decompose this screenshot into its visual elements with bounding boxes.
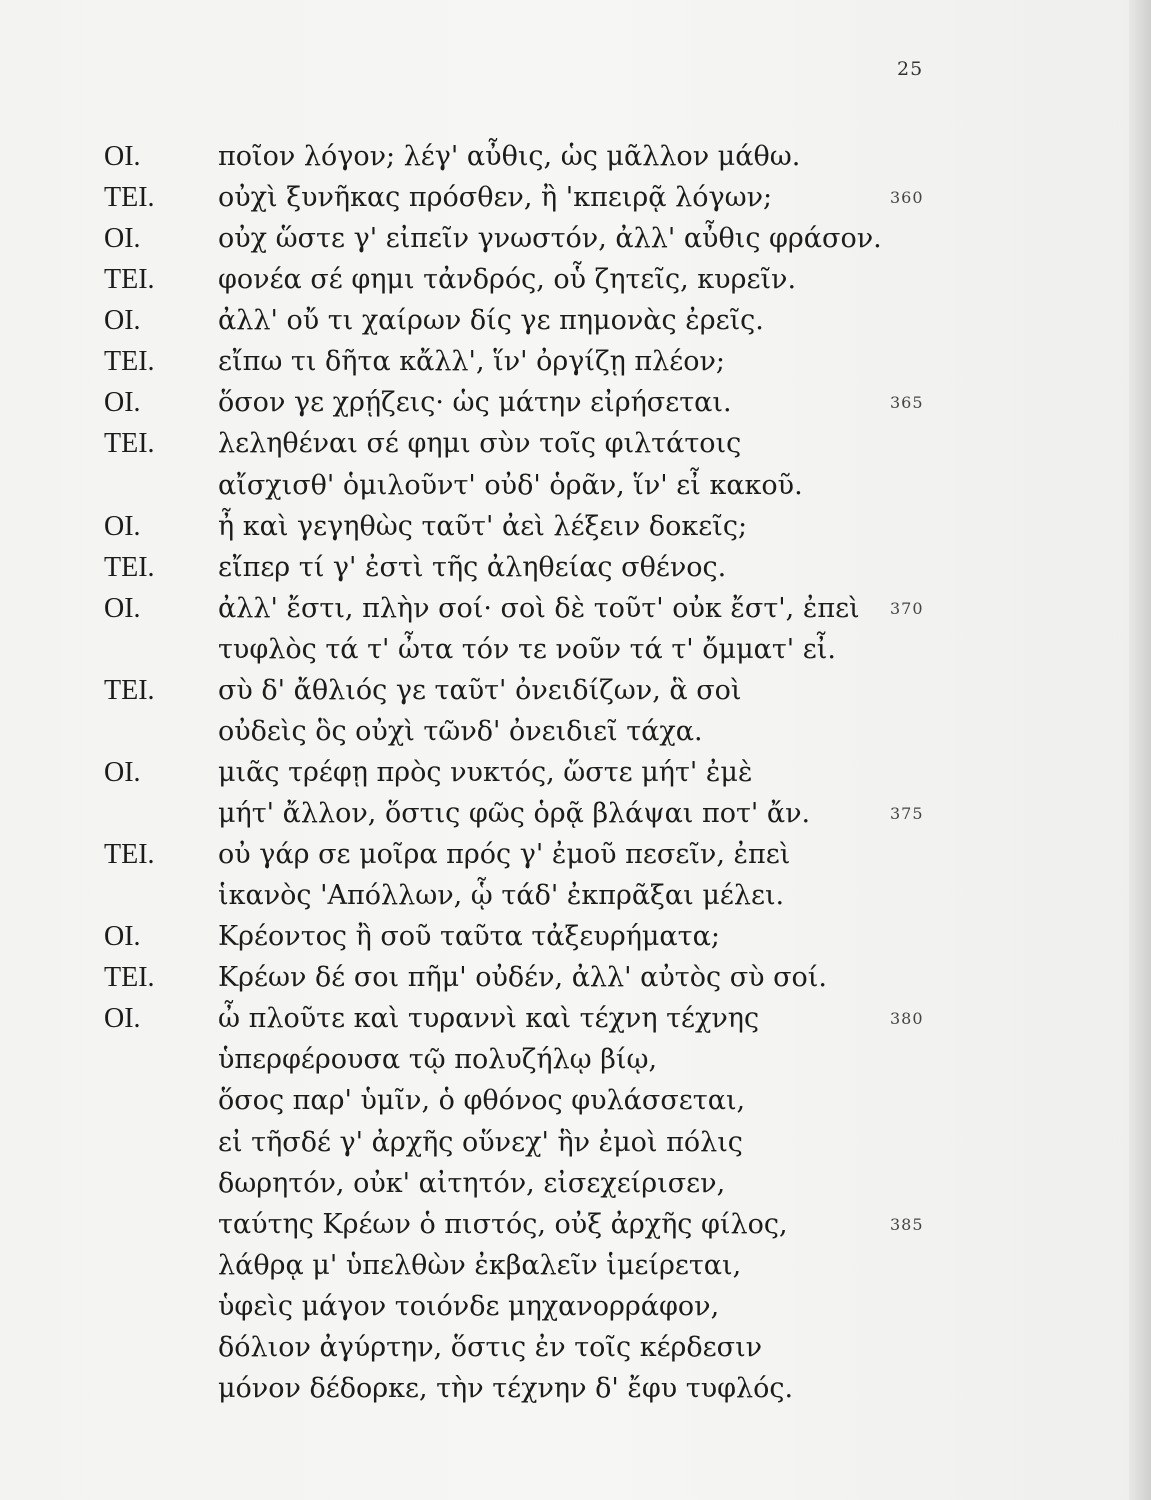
verse-text: μιᾶς τρέφῃ πρὸς νυκτός, ὥστε μήτ' ἐμὲ bbox=[218, 756, 753, 788]
line-number: 380 bbox=[890, 1009, 924, 1029]
speaker-label: TEI. bbox=[104, 674, 155, 706]
verse-text: οὐδεὶς ὃς οὐχὶ τῶνδ' ὀνειδιεῖ τάχα. bbox=[218, 715, 703, 747]
verse-text: ὅσος παρ' ὑμῖν, ὁ φθόνος φυλάσσεται, bbox=[218, 1085, 746, 1117]
verse-line bbox=[0, 177, 1151, 218]
verse-line bbox=[0, 1122, 1151, 1163]
verse-text: λάθρᾳ μ' ὑπελθὼν ἐκβαλεῖν ἱμείρεται, bbox=[218, 1249, 742, 1281]
speaker-label: OI. bbox=[104, 223, 141, 255]
verse-line bbox=[0, 1286, 1151, 1327]
verse-line bbox=[0, 1039, 1151, 1080]
verse-line bbox=[0, 300, 1151, 341]
speaker-label: TEI. bbox=[104, 346, 155, 378]
verse-line bbox=[0, 916, 1151, 957]
verse-line bbox=[0, 588, 1151, 629]
verse-text: εἴπερ τί γ' ἐστὶ τῆς ἀληθείας σθένος. bbox=[218, 551, 727, 583]
verse-text: ὦ πλοῦτε καὶ τυραννὶ καὶ τέχνη τέχνης bbox=[218, 1003, 760, 1035]
speaker-label: OI. bbox=[104, 1003, 141, 1035]
line-number: 370 bbox=[890, 598, 924, 618]
verse-line bbox=[0, 506, 1151, 547]
verse-line bbox=[0, 341, 1151, 382]
verse-text: φονέα σέ φημι τἀνδρός, οὗ ζητεῖς, κυρεῖν. bbox=[218, 264, 797, 296]
speaker-label: OI. bbox=[104, 756, 141, 788]
verse-text: οὐ γάρ σε μοῖρα πρός γ' ἐμοῦ πεσεῖν, ἐπεὶ bbox=[218, 839, 791, 871]
verse-line bbox=[0, 752, 1151, 793]
line-number: 385 bbox=[890, 1214, 924, 1234]
verse-line bbox=[0, 1080, 1151, 1121]
verse-line bbox=[0, 1204, 1151, 1245]
line-number: 365 bbox=[890, 393, 924, 413]
speaker-label: OI. bbox=[104, 141, 141, 172]
verse-line bbox=[0, 465, 1151, 506]
speaker-label: OI. bbox=[104, 510, 141, 542]
verse-line bbox=[0, 1245, 1151, 1286]
speaker-label: TEI. bbox=[104, 428, 155, 460]
speaker-label: TEI. bbox=[104, 182, 155, 214]
verse-text: οὐχ ὥστε γ' εἰπεῖν γνωστόν, ἀλλ' αὖθις φράσον. bbox=[218, 223, 882, 255]
verse-text: οὐχὶ ξυνῆκας πρόσθεν, ἢ 'κπειρᾷ λόγων; bbox=[218, 182, 773, 214]
verse-text: ἱκανὸς 'Απόλλων, ᾧ τάδ' ἐκπρᾶξαι μέλει. bbox=[218, 880, 785, 912]
speaker-label: OI. bbox=[104, 592, 141, 624]
speaker-label: OI. bbox=[104, 921, 141, 953]
page-number: 25 bbox=[897, 58, 924, 80]
verse-text: ὑπερφέρουσα τῷ πολυζήλῳ βίῳ, bbox=[218, 1044, 658, 1076]
verse-line bbox=[0, 834, 1151, 875]
speaker-label: OI. bbox=[104, 305, 141, 337]
speaker-label: TEI. bbox=[104, 264, 155, 296]
verse-text: εἴπω τι δῆτα κἄλλ', ἵν' ὀργίζῃ πλέον; bbox=[218, 346, 725, 378]
verse-text: αἴσχισθ' ὁμιλοῦντ' οὐδ' ὁρᾶν, ἵν' εἶ κακοῦ. bbox=[218, 469, 803, 501]
verse-line bbox=[0, 875, 1151, 916]
verse-text: Κρέων δέ σοι πῆμ' οὐδέν, ἀλλ' αὐτὸς σὺ σοί. bbox=[218, 962, 827, 994]
verse-block bbox=[0, 136, 1151, 1409]
verse-line bbox=[0, 382, 1151, 423]
verse-line bbox=[0, 1368, 1151, 1409]
speaker-label: TEI. bbox=[104, 551, 155, 583]
verse-line bbox=[0, 423, 1151, 464]
speaker-label: TEI. bbox=[104, 839, 155, 871]
speaker-label: TEI. bbox=[104, 962, 155, 994]
verse-line bbox=[0, 136, 1151, 177]
verse-line bbox=[0, 218, 1151, 259]
verse-text: λεληθέναι σέ φημι σὺν τοῖς φιλτάτοις bbox=[218, 428, 742, 460]
verse-text: ποῖον λόγον; λέγ' αὖθις, ὡς μᾶλλον μάθω. bbox=[218, 141, 801, 172]
verse-text: τυφλὸς τά τ' ὦτα τόν τε νοῦν τά τ' ὄμματ' εἶ. bbox=[218, 633, 836, 665]
verse-line bbox=[0, 957, 1151, 998]
verse-text: δωρητόν, οὐκ' αἰτητόν, εἰσεχείρισεν, bbox=[218, 1167, 726, 1199]
verse-line bbox=[0, 1327, 1151, 1368]
verse-text: ἦ καὶ γεγηθὼς ταῦτ' ἀεὶ λέξειν δοκεῖς; bbox=[218, 510, 748, 542]
verse-line bbox=[0, 629, 1151, 670]
verse-line bbox=[0, 670, 1151, 711]
verse-text: ὑφεὶς μάγον τοιόνδε μηχανορράφον, bbox=[218, 1290, 720, 1322]
verse-text: μόνον δέδορκε, τὴν τέχνην δ' ἔφυ τυφλός. bbox=[218, 1372, 794, 1404]
verse-line bbox=[0, 793, 1151, 834]
speaker-label: OI. bbox=[104, 387, 141, 419]
verse-text: μήτ' ἄλλον, ὅστις φῶς ὁρᾷ βλάψαι ποτ' ἄν. bbox=[218, 798, 811, 829]
line-number: 360 bbox=[890, 188, 924, 208]
verse-text: ἀλλ' οὔ τι χαίρων δίς γε πημονὰς ἐρεῖς. bbox=[218, 305, 764, 337]
verse-text: Κρέοντος ἢ σοῦ ταῦτα τἀξευρήματα; bbox=[218, 921, 720, 953]
verse-text: εἰ τῆσδέ γ' ἀρχῆς οὕνεχ' ἣν ἐμοὶ πόλις bbox=[218, 1126, 743, 1158]
verse-line bbox=[0, 547, 1151, 588]
verse-text: ὅσον γε χρῄζεις· ὡς μάτην εἰρήσεται. bbox=[218, 387, 732, 419]
verse-text: σὺ δ' ἄθλιός γε ταῦτ' ὀνειδίζων, ἃ σοὶ bbox=[218, 674, 742, 706]
verse-line bbox=[0, 998, 1151, 1039]
verse-text: ταύτης Κρέων ὁ πιστός, οὐξ ἀρχῆς φίλος, bbox=[218, 1208, 788, 1240]
verse-line bbox=[0, 259, 1151, 300]
line-number: 375 bbox=[890, 804, 924, 823]
verse-line bbox=[0, 711, 1151, 752]
verse-line bbox=[0, 1163, 1151, 1204]
verse-text: δόλιον ἀγύρτην, ὅστις ἐν τοῖς κέρδεσιν bbox=[218, 1331, 763, 1363]
verse-text: ἀλλ' ἔστι, πλὴν σοί· σοὶ δὲ τοῦτ' οὐκ ἔστ', ἐπεὶ bbox=[218, 592, 860, 624]
